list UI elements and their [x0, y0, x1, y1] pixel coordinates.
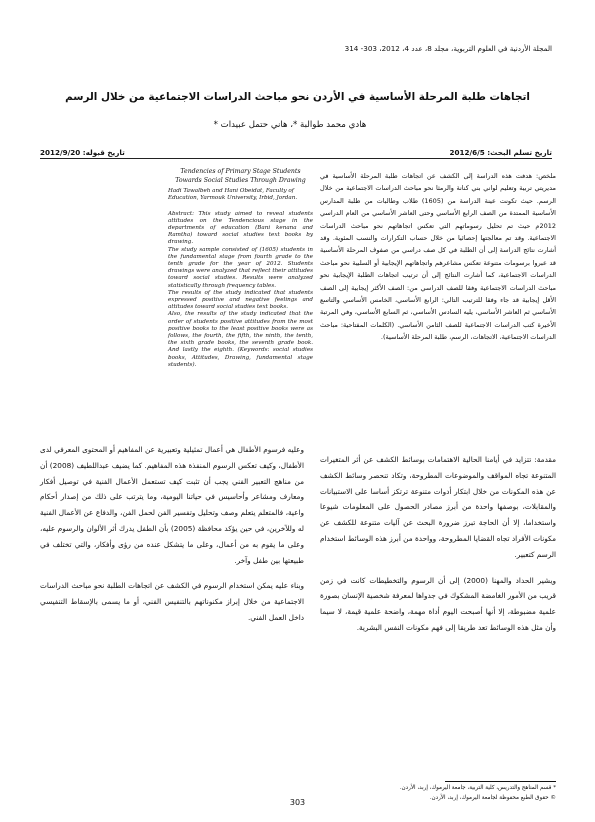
body-paragraph: وعليه فرسوم الأطفال هي أعمال تمثيلية وتعبيرية عن المفاهيم أو المحتوى المعرفي لدى الأطفال، وكيف تعكس الرسوم المنفذة هذه المفاهيم. كما يضيف عبداللطيف (2008) أن من مناهج التعبير الفني يجب أن تثبت كيف تستعمل الأعمال الفنية في توصيل أفكار ومعارف ومشاعر وأحاسيس في حياتنا اليومية، وما يترتب على ذلك من إصدار أحكام واعية، فالمتعلم يتعلم وصف وتحليل وتفسير الفن لحمل الفن، والدفاع عن الأعمال الفنية له وللآخرين، في حين يؤكد محافظة (2005) بأن الطفل يدرك أثر الألوان والرسوم عليه، وعلى ما يقوم به من أعمال، وعلى ما يتشكل عنده من رؤى وأفكار، والتي تختلف في طبيعتها بين طفل وآخر. — [40, 445, 305, 565]
body-paragraph: مقدمة: تتزايد في أيامنا الحالية الاهتمامات بوسائط الكشف عن أثر المتغيرات المتنوعة تجاه المواقف والموضوعات المطروحة، وتكاد تنحصر وسائط الكشف عن هذه المكونات من خلال ابتكار أدوات متنوعة ترتكز أساسا على الاستبيانات والمقابلات، بوصفها واحدة من أبرز مصادر الحصول على المعلومات شيوعا واستخداما، إلا أن الحاجة تبرز ضرورة البحث عن آليات متنوعة للكشف عن مكونات الأفراد تجاه القضايا المطروحة، وواحدة من أبرز هذه الوسائط استخدام الرسم كتعبير. — [320, 455, 556, 559]
date-received: تاريخ تسلم البحث: 2012/6/5 — [449, 148, 552, 157]
footnote-divider — [445, 781, 556, 782]
english-title: Tendencies of Primary Stage Students Towards Social Studies Through Drawing — [175, 168, 306, 184]
english-abstract-paragraph: Also, the results of the study indicated that the order of students positive attitudes from the most positive books to the least positive books were as follows, the fourth, the fifth, the ninth, the tenth, the sixth grade books, the seventh grade book. And lastly the eighth. (Keywords: social studies books, Attitudes, Drawing, fundamental stage students). — [168, 311, 313, 368]
english-abstract — [168, 168, 313, 368]
english-abstract-paragraph: Abstract: This study aimed to reveal students attitudes on the Tendencious stage in the departments of education (Bani kenana and Ramtha) toward social studies text books by drawing. — [168, 210, 313, 246]
header-divider — [40, 158, 552, 159]
footnote-copyright: © حقوق الطبع محفوظة لجامعة اليرموك، إربد، الأردن. — [429, 794, 556, 801]
paper-title: اتجاهات طلبة المرحلة الأساسية في الأردن نحو مباحث الدراسات الاجتماعية من خلال الرسم — [65, 91, 530, 103]
authors-line: هادي محمد طوالبة *، هاني حتمل عبيدات * — [213, 120, 367, 130]
english-abstract-paragraph: The results of the study indicated that students expressed positive and negative feelings and attitudes toward social studies text books. — [168, 289, 313, 311]
english-authors: Hadi Tawalbeh and Hani Obeidat, Faculty of Education, Yarmouk University, Irbid, Jordan. — [168, 188, 298, 202]
body-column-right — [320, 452, 556, 646]
dates-row — [40, 148, 552, 159]
footnote-affiliation: * قسم المناهج والتدريس، كلية التربية، جامعة اليرموك، إربد، الأردن. — [399, 785, 556, 791]
body-paragraph: ويشير الحداد والمهنا (2000) إلى أن الرسوم والتخطيطات كانت في زمن قريب من الأمور الغامضة المشكوك في جدواها لمعرفة شخصية الإنسان بصورة علمية مضبوطة، إلا أنها أصبحت اليوم أداة مهمة، واضحة علمية قيمة، لا سيما وأن مثل هذه الوسائط تعد طريقا إلى فهم مكونات النفس البشرية. — [320, 575, 556, 632]
footnotes — [330, 784, 556, 803]
date-accepted: تاريخ قبوله: 2012/9/20 — [40, 148, 125, 157]
body-column-left — [40, 442, 304, 636]
arabic-abstract: ملخص: هدفت هذه الدراسة إلى الكشف عن اتجاهات طلبة المرحلة الأساسية في مديريتي تربية وتعليم لواني بني كنانة والرمثا نحو مباحث الدراسات الاجتماعية من خلال الرسم. حيث تكونت عينة الدراسة من (1605) طلاب وطالبات من طلبة المدارس الأساسية الممتدة من الصف الرابع الأساسي وحتى العاشر الأساسي من العام الدراسي 2012م حيث تم تحليل رسوماتهم التي تعكس اتجاهاتهم نحو مباحث الدراسات الاجتماعية. وقد تم معالجتها إحصائيا من خلال حساب التكرارات والنسب المئوية. وقد أشارت نتائج الدراسة إلى أن الطلبة في كل صف دراسي من صفوف المرحلة الأساسية قد عبروا برسومات متنوعة تعكس مشاعرهم واتجاهاتهم الإيجابية أو السلبية نحو مباحث الدراسات الاجتماعية، كما أشارت النتائج إلى أن ترتيب اتجاهات الطلبة الإيجابية نحو مباحث الدراسات الاجتماعية وفقا للصف الدراسي من: الصف الأكثر إيجابية إلى الصف الأقل إيجابية قد جاء وفقا للترتيب التالي: الرابع الأساسي، الخامس الأساسي والتاسع الأساسي ثم العاشر الأساسي، يليه السادس الأساسي، ثم السابع الأساسي، وفي المرتبة الأخيرة كتب الدراسات الاجتماعية للصف الثامن الأساسي. (الكلمات المفتاحية: مباحث الدراسات الاجتماعية، الاتجاهات، الرسم، طلبة المرحلة الأساسية). — [320, 172, 556, 342]
english-abstract-body — [168, 211, 313, 369]
page-number: 303 — [289, 798, 306, 807]
english-abstract-paragraph: The study sample consisted of (1605) students in the fundamental stage from fourth grade to the tenth grade for the year of 2012. Students drawings were analyzed that reflect their attitudes toward social studies. Results were analyzed statistically through frequency tables. — [168, 246, 313, 289]
journal-header: المجلة الأردنية في العلوم التربوية، مجلد 8، عدد 4، 2012، 303- 314 — [344, 44, 552, 53]
body-paragraph: وبناء عليه يمكن استخدام الرسوم في الكشف عن اتجاهات الطلبة نحو مباحث الدراسات الاجتماعية من خلال إبراز مكنوناتهم بالتنفيس الفني، أو ما يسمى بالإسقاط التنفيسي داخل العمل الفني. — [40, 581, 304, 622]
